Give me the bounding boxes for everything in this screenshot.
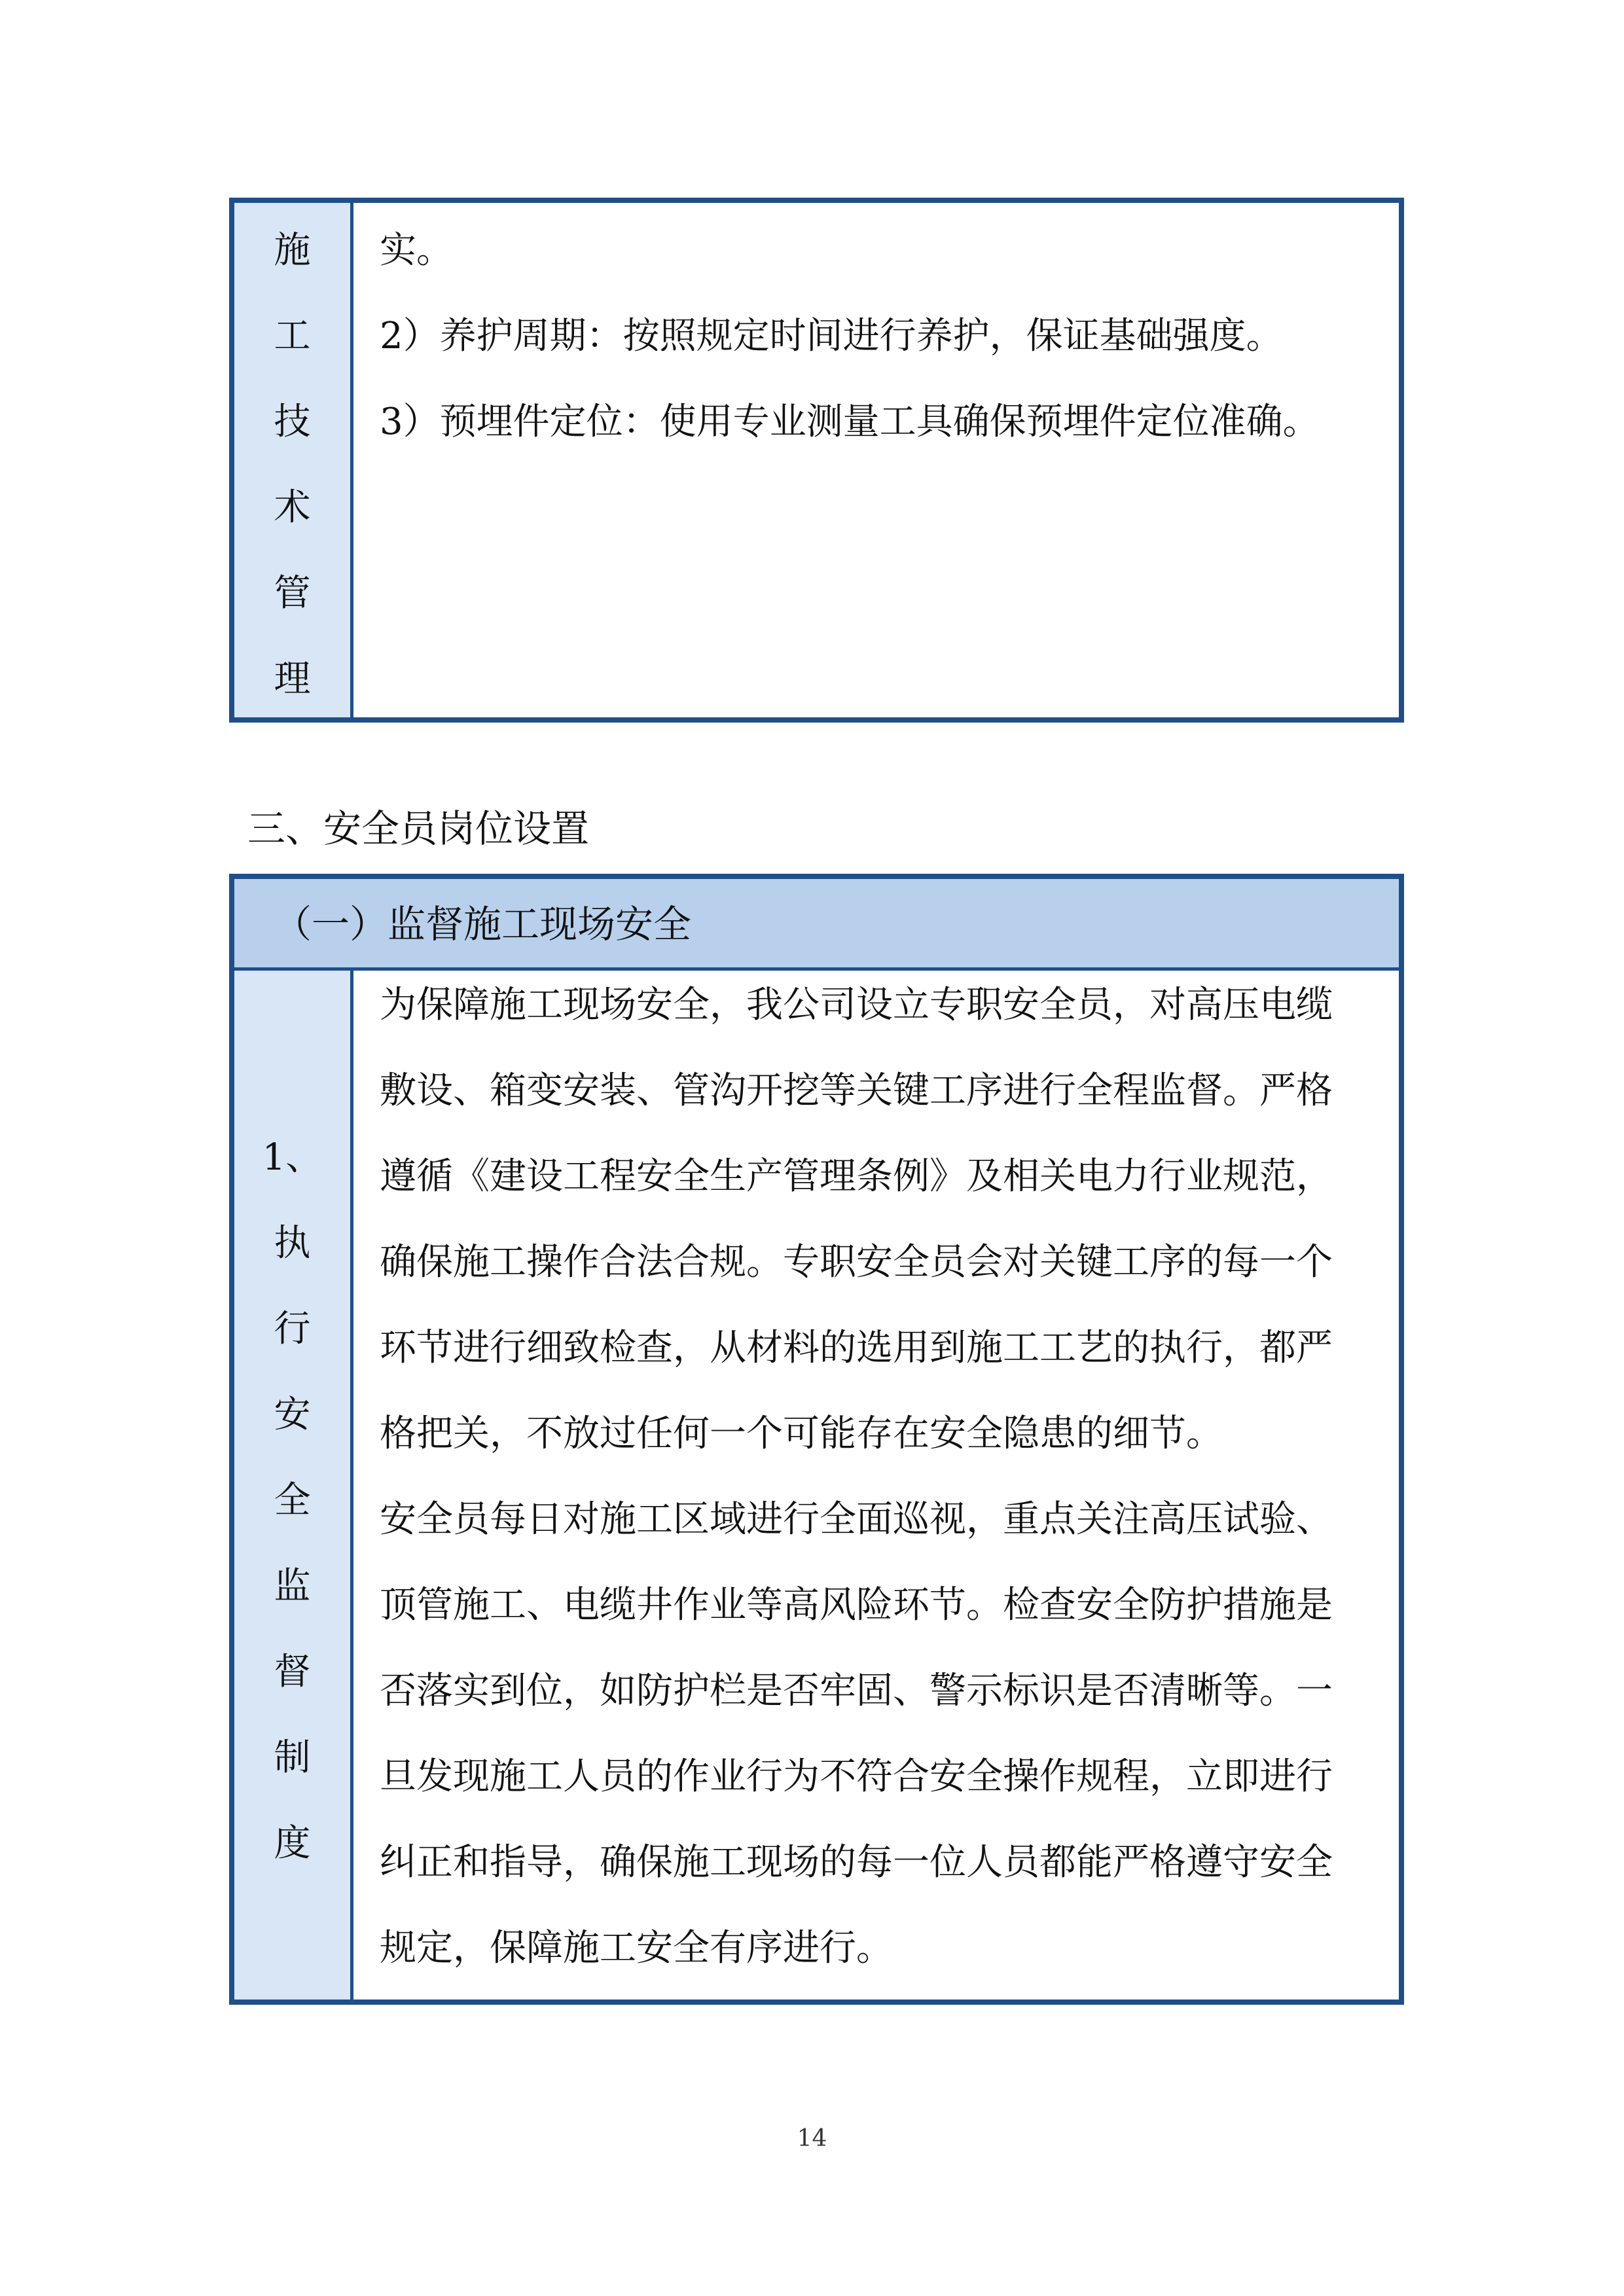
label-char: 管 xyxy=(274,572,311,615)
text-line: 3）预埋件定位：使用专业测量工具确保预埋件定位准确。 xyxy=(380,401,1320,443)
text-line: 实。 xyxy=(380,229,453,272)
table-header-title: （一）监督施工现场安全 xyxy=(274,902,692,946)
label-char: 督 xyxy=(274,1651,311,1693)
text-line: 旦发现施工人员的作业行为不符合安全操作规程，立即进行 xyxy=(380,1755,1333,1798)
label-char: 理 xyxy=(274,658,311,700)
text-line: 格把关，不放过任何一个可能存在安全隐患的细节。 xyxy=(380,1412,1223,1455)
label-cell xyxy=(234,203,353,717)
label-char: 执 xyxy=(274,1222,311,1265)
text-line: 为保障施工现场安全，我公司设立专职安全员，对高压电缆 xyxy=(380,984,1333,1026)
text-line: 纠正和指导，确保施工现场的每一位人员都能严格遵守安全 xyxy=(380,1841,1333,1884)
page-number: 14 xyxy=(797,2125,827,2152)
label-char: 行 xyxy=(274,1308,311,1350)
text-line: 敷设、箱变安装、管沟开挖等关键工序进行全程监督。严格 xyxy=(380,1069,1333,1112)
label-char: 技 xyxy=(274,401,311,443)
label-char: 工 xyxy=(274,315,311,357)
label-char: 全 xyxy=(274,1479,311,1522)
text-line: 否落实到位，如防护栏是否牢固、警示标识是否清晰等。一 xyxy=(380,1670,1333,1712)
label-char: 度 xyxy=(274,1822,311,1865)
label-char: 术 xyxy=(274,486,311,529)
text-line: 规定，保障施工安全有序进行。 xyxy=(380,1927,893,1969)
table-header-row xyxy=(234,879,1399,971)
text-line: 遵循《建设工程安全生产管理条例》及相关电力行业规范， xyxy=(380,1155,1333,1198)
label-char: 监 xyxy=(274,1565,311,1607)
label-char: 安 xyxy=(274,1393,311,1436)
label-char: 1、 xyxy=(262,1136,323,1179)
text-line: 2）养护周期：按照规定时间进行养护，保证基础强度。 xyxy=(380,315,1283,357)
label-char: 制 xyxy=(274,1736,311,1779)
construction-tech-table xyxy=(229,198,1404,723)
section-heading: 三、安全员岗位设置 xyxy=(247,806,590,851)
safety-supervision-table xyxy=(229,874,1404,2005)
label-char: 施 xyxy=(274,229,311,272)
text-line: 顶管施工、电缆井作业等高风险环节。检查安全防护措施是 xyxy=(380,1584,1333,1626)
text-line: 确保施工操作合法合规。专职安全员会对关键工序的每一个 xyxy=(380,1241,1333,1283)
label-cell xyxy=(234,971,353,2000)
text-line: 安全员每日对施工区域进行全面巡视，重点关注高压试验、 xyxy=(380,1498,1333,1541)
text-line: 环节进行细致检查，从材料的选用到施工工艺的执行，都严 xyxy=(380,1327,1333,1369)
